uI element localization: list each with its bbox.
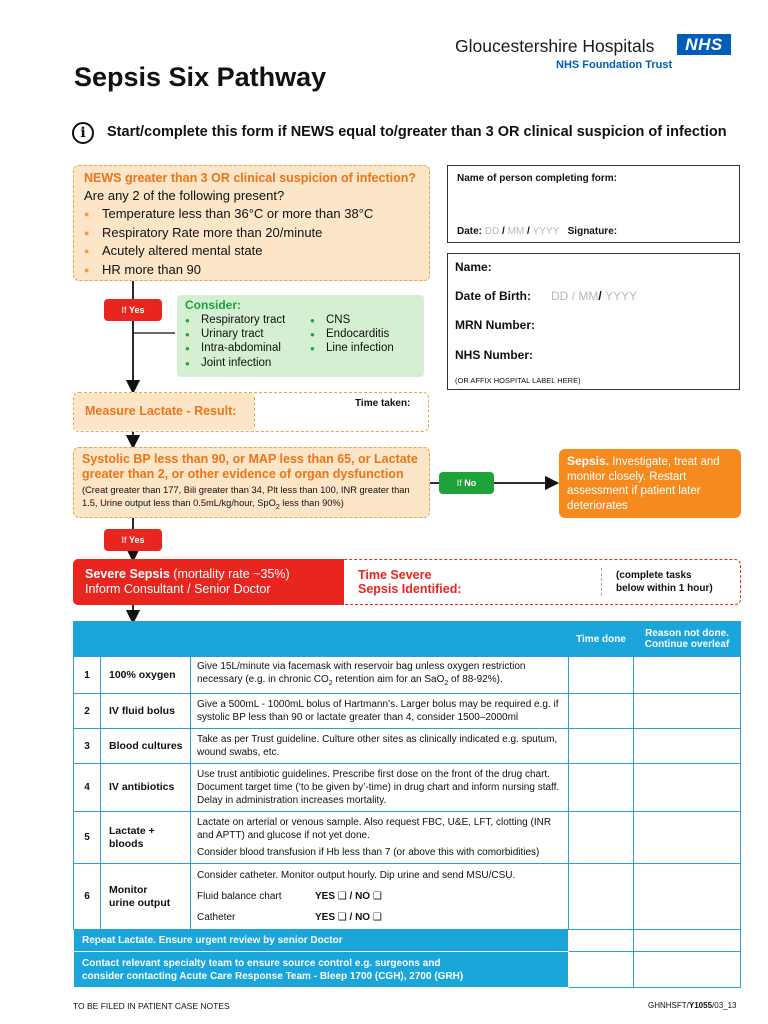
patient-name-label[interactable]: Name: (455, 260, 492, 274)
if-yes-pill: If Yes (104, 299, 162, 321)
if-no-pill: If No (439, 472, 494, 494)
consider-item: ● Line infection (310, 342, 394, 354)
lactate-time-label: Time taken: (355, 398, 411, 409)
date-yyyy[interactable]: YYYY (532, 226, 560, 237)
consider-item: ● Urinary tract (185, 328, 264, 340)
time-done-cell[interactable] (569, 930, 634, 952)
reason-cell[interactable] (634, 864, 741, 930)
lactate-box[interactable] (73, 392, 429, 432)
date-dd[interactable]: DD (484, 226, 500, 237)
news-criterion: ● Temperature less than 36°C or more than 38°C (84, 205, 419, 224)
organ-dysfunction-box (73, 447, 430, 518)
news-criterion: ● Acutely altered mental state (84, 242, 419, 261)
col-time-done: Time done (569, 622, 634, 657)
time-done-cell[interactable] (569, 864, 634, 930)
table-header (74, 622, 741, 657)
news-question: Are any 2 of the following present? (84, 188, 285, 203)
time-done-cell[interactable] (569, 657, 634, 694)
reason-cell[interactable] (634, 729, 741, 764)
severe-sepsis-box (73, 559, 741, 605)
patient-details-form (447, 253, 740, 390)
footer-ref: GHNHSFT/Y1055/03_13 (648, 1001, 737, 1010)
instruction-text: Start/complete this form if NEWS equal to/greater than 3 OR clinical suspicion of infection (107, 124, 727, 140)
consider-item: ● Intra-abdominal (185, 342, 281, 354)
organ-dysfunction-title: Systolic BP less than 90, or MAP less than 65, or Lactate greater than 2, or other evidence of organ dysfunction (82, 452, 418, 481)
dob-mm[interactable]: MM (578, 289, 599, 303)
severe-sepsis-title: Severe Sepsis (85, 567, 170, 581)
consider-item: ● CNS (310, 314, 350, 326)
sepsis-box (559, 449, 741, 518)
sepsis-title: Sepsis. (567, 454, 610, 468)
complete-tasks-note: (complete tasks below within 1 hour) (616, 570, 713, 594)
completer-form (447, 165, 740, 243)
news-criterion: ● Respiratory Rate more than 20/minute (84, 224, 419, 243)
catheter-yes-no[interactable]: YES ❑ / NO ❑ (315, 912, 382, 923)
date-label: Date: (457, 226, 483, 237)
time-done-cell[interactable] (569, 729, 634, 764)
dob-dd[interactable]: DD (551, 289, 569, 303)
table-row: 2 IV fluid bolus Give a 500mL - 1000mL bolus of Hartmann’s. Larger bolus may be required e.g. if systolic BP less than 90 or lactate greater than 4, consider 1500–2000ml (74, 694, 741, 729)
consider-item: ● Endocarditis (310, 328, 389, 340)
repeat-lactate-row: Repeat Lactate. Ensure urgent review by senior Doctor (74, 930, 741, 952)
fluid-balance-yes-no[interactable]: YES ❑ / NO ❑ (315, 891, 382, 902)
reason-cell[interactable] (634, 952, 741, 988)
severe-sepsis-banner (73, 559, 344, 605)
reason-cell[interactable] (634, 694, 741, 729)
news-criteria-box (73, 165, 430, 281)
consider-box (177, 295, 424, 377)
lactate-label: Measure Lactate - Result: (74, 393, 254, 430)
table-row: 1 100% oxygen Give 15L/minute via facemask with reservoir bag unless oxygen restriction necessary (e.g. in chronic $CO_2$ retention aim for an SaO$_2$ of 88-92%). (74, 657, 741, 694)
reason-cell[interactable] (634, 764, 741, 812)
mortality-rate: (mortality rate ~35%) (173, 567, 290, 581)
sepsis-six-table (73, 621, 741, 988)
nhs-number-label[interactable]: NHS Number: (455, 348, 534, 362)
table-row: 6 Monitor urine output Consider catheter. Monitor output hourly. Dip urine and send MSU/CSU. Fluid balance chart YES ❑ / NO ❑ Catheter YES ❑ / NO ❑ (74, 864, 741, 930)
contact-specialty-row: Contact relevant specialty team to ensure source control e.g. surgeons and consider contacting Acute Care Response Team - Bleep 1700 (CGH), 2700 (GRH) (74, 952, 741, 988)
news-criterion: ● HR more than 90 (84, 261, 419, 280)
reason-cell[interactable] (634, 812, 741, 864)
organ-dysfunction-note: (Creat greater than 177, Bili greater than 34, Plt less than 100, INR greater than 1.5, Urine output less than 0.5mL/kg/hour, SpO$_2$ less than 90%) (82, 485, 410, 511)
sepsis-text: Investigate, treat and monitor closely. Restart assessment if patient later deteriorates (567, 456, 720, 512)
table-row: 3 Blood cultures Take as per Trust guideline. Culture other sites as clinically indicated e.g. sputum, wound swabs, etc. (74, 729, 741, 764)
signature-label: Signature: (567, 226, 618, 237)
consider-title: Consider: (185, 298, 242, 312)
reason-cell[interactable] (634, 930, 741, 952)
affix-label-note: (OR AFFIX HOSPITAL LABEL HERE) (455, 376, 581, 385)
date-mm[interactable]: MM (507, 226, 525, 237)
completer-name-label: Name of person completing form: (457, 173, 618, 184)
dob-yyyy[interactable]: YYYY (605, 289, 638, 303)
table-row: 5 Lactate + bloods Lactate on arterial or venous sample. Also request FBC, U&E, LFT, clotting (INR and APTT) and glucose if not yet done. Consider blood transfusion if Hb less than 7 (or above this with comorbidities) (74, 812, 741, 864)
reason-cell[interactable] (634, 657, 741, 694)
consider-item: ● Respiratory tract (185, 314, 285, 326)
nhs-logo: NHS (677, 34, 731, 55)
dob-row[interactable]: Date of Birth: DD / MM/ YYYY (455, 289, 638, 303)
table-row: 4 IV antibiotics Use trust antibiotic guidelines. Prescribe first dose on the front of the drug chart. Document target time (‘to be given by’-time) in drug chart and inform nursing staff. Delay in administration increases mortality. (74, 764, 741, 812)
trust-name: NHS Foundation Trust (556, 59, 673, 71)
page-title: Sepsis Six Pathway (74, 62, 327, 92)
date-signature-row[interactable]: Date: DD / MM / YYYY Signature: (457, 226, 618, 237)
org-name: Gloucestershire Hospitals (455, 36, 655, 56)
news-criteria-list (84, 205, 419, 279)
time-done-cell[interactable] (569, 952, 634, 988)
severe-time-label[interactable]: Time Severe Sepsis Identified: (358, 568, 462, 596)
col-reason: Reason not done. Continue overleaf (634, 622, 741, 657)
inform-consultant: Inform Consultant / Senior Doctor (85, 582, 271, 596)
news-title: NEWS greater than 3 OR clinical suspicion of infection? (84, 171, 416, 185)
mrn-label[interactable]: MRN Number: (455, 318, 535, 332)
dob-label: Date of Birth: (455, 289, 531, 303)
time-done-cell[interactable] (569, 694, 634, 729)
consider-item: ● Joint infection (185, 357, 271, 369)
footer-filing-note: TO BE FILED IN PATIENT CASE NOTES (73, 1001, 230, 1011)
time-done-cell[interactable] (569, 812, 634, 864)
info-icon: i (72, 122, 94, 144)
time-done-cell[interactable] (569, 764, 634, 812)
if-yes-pill: If Yes (104, 529, 162, 551)
